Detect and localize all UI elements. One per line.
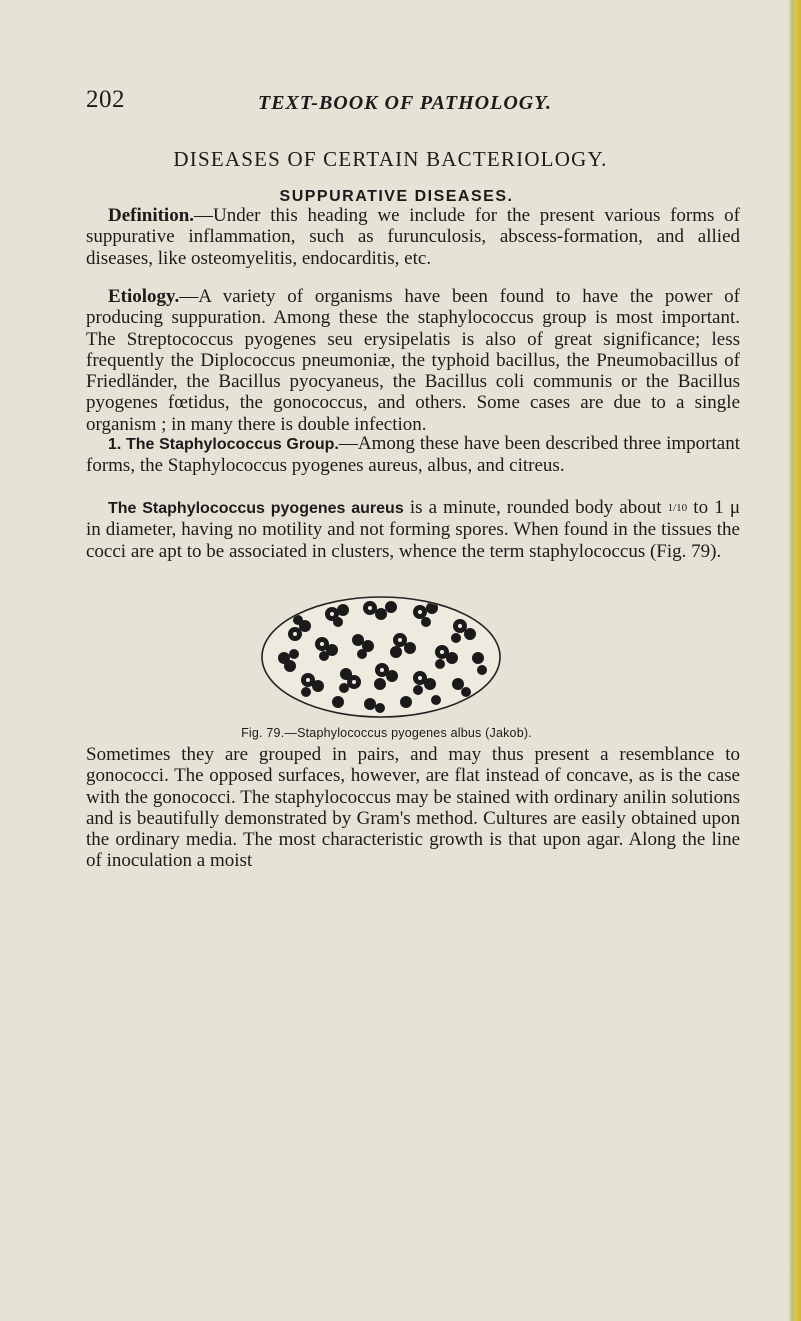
paragraph-text: —Under this heading we include for the present various forms of suppurative inflammation, such as furunculosis, abscess-formation, and allied diseases, like osteomyelitis, endocarditis, etc. [86, 205, 740, 269]
paragraph-lead: Etiology. [108, 286, 180, 307]
fraction: 1/10 [667, 502, 688, 514]
paragraph-lead: 1. The Staphylococcus Group. [108, 436, 339, 453]
paragraph-text: in diameter, having no motility and not forming spores. When found in the tissues the cocci are apt to be associated in clusters, whence the term staphylococcus (Fig. 79). [86, 519, 740, 562]
paragraph-text: —A variety of organisms have been found to have the power of producing suppuration. Among these the staphylococcus group is most important. The Streptococcus pyogenes seu erysipelatis is also of great significance; less frequently the Diplococcus pneumoniæ, the typhoid bacillus, the Pneumobacillus of Friedländer, the Bacillus pyocyaneus, the Bacillus coli communis or the Bacillus pyogenes fœtidus, the gonococcus, and others. Some cases are due to a single organism ; in many there is double infection. [86, 286, 740, 435]
paragraph-etiology [86, 286, 740, 435]
section-title: SUPPURATIVE DISEASES. [279, 188, 514, 205]
figure-caption: Fig. 79.—Staphylococcus pyogenes albus (Jakob). [241, 726, 532, 740]
paragraph-definition [86, 205, 740, 269]
page-number: 202 [86, 86, 125, 113]
paragraph-text: Sometimes they are grouped in pairs, and may thus present a resemblance to gonococci. The opposed surfaces, however, are flat instead of concave, as is the case with the gonococci. The staphylococcus may be stained with ordinary anilin solutions and is beautifully demonstrated by Gram's method. Cultures are easily obtained upon the ordinary media. The most characteristic growth is that upon agar. Along the line of inoculation a moist [86, 744, 740, 872]
chapter-title: DISEASES OF CERTAIN BACTERIOLOGY. [173, 147, 608, 171]
paragraph-lead: The Staphylococcus pyogenes aureus [108, 500, 404, 517]
paragraph-text: to 1 [687, 497, 730, 518]
running-head: TEXT-BOOK OF PATHOLOGY. [258, 92, 552, 114]
paragraph-staph-group [86, 433, 740, 477]
paragraph-lead: Definition. [108, 205, 195, 226]
paragraph-continuation [86, 744, 740, 872]
micron-symbol: μ [729, 497, 740, 518]
paragraph-aureus [86, 497, 740, 562]
paragraph-text: —Among these have been described three important forms, the Staphylococcus pyogenes aureus, albus, and citreus. [86, 433, 741, 477]
figure-micrograph [250, 596, 512, 718]
paragraph-text: is a minute, rounded body about [403, 497, 668, 518]
